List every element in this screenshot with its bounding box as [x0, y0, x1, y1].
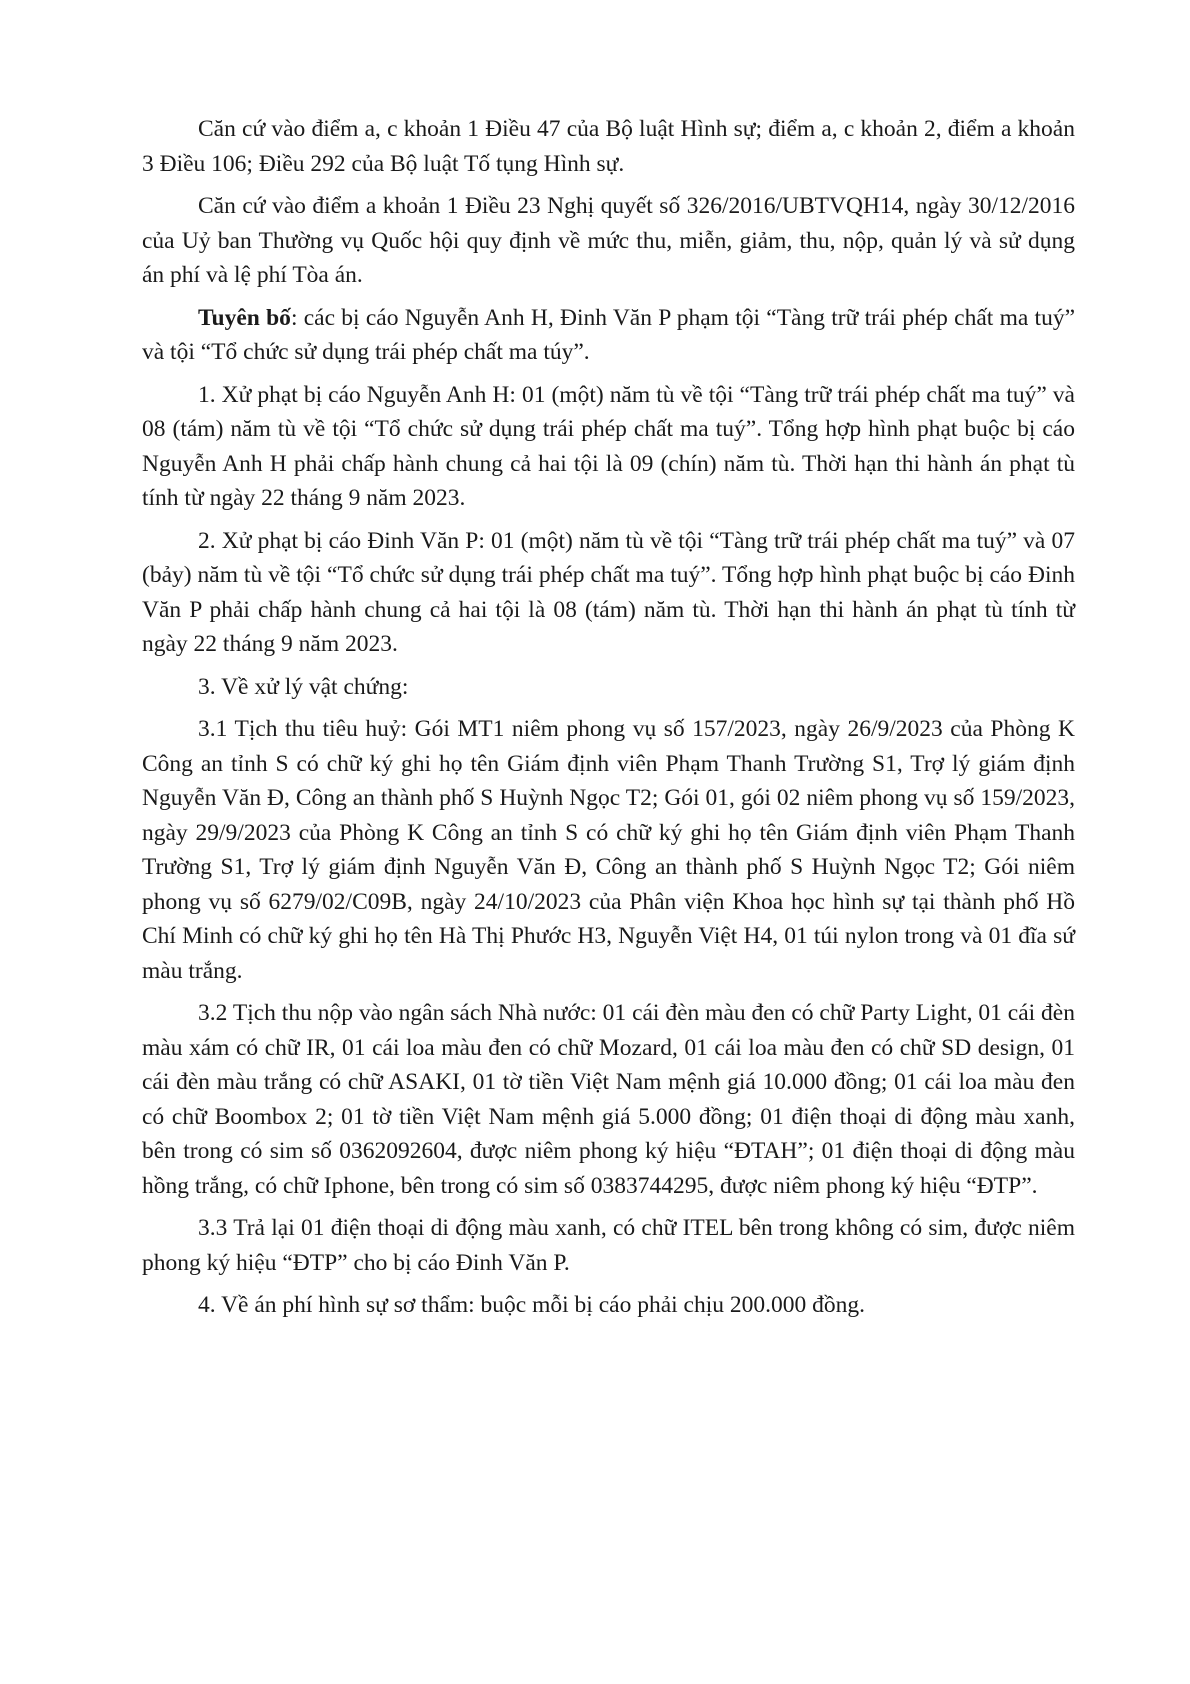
paragraph-text: 2. Xử phạt bị cáo Đinh Văn P: 01 (một) năm tù về tội “Tàng trữ trái phép chất ma tuý” và 07 (bảy) năm tù về tội “Tổ chức sử dụng trái phép chất ma tuý”. Tổng hợp hình phạt buộc bị cáo Đinh Văn P phải chấp hành chung cả hai tội là 08 (tám) năm tù. Thời hạn thi hành án phạt tù tính từ ngày 22 tháng 9 năm 2023.: [142, 527, 1075, 657]
paragraph-text: : các bị cáo Nguyễn Anh H, Đinh Văn P phạm tội “Tàng trữ trái phép chất ma tuý” và tội “Tổ chức sử dụng trái phép chất ma túy”.: [142, 304, 1076, 365]
paragraph-text: 4. Về án phí hình sự sơ thẩm: buộc mỗi bị cáo phải chịu 200.000 đồng.: [198, 1292, 865, 1318]
paragraph-evidence-confiscate: [142, 996, 1075, 1203]
declaration-lead: Tuyên bố: [198, 304, 291, 331]
paragraph-court-fee: [142, 1288, 1075, 1323]
paragraph-legal-basis-penal-code: [142, 112, 1075, 181]
paragraph-text: Căn cứ vào điểm a khoản 1 Điều 23 Nghị quyết số 326/2016/UBTVQH14, ngày 30/12/2016 của Uỷ ban Thường vụ Quốc hội quy định về mức thu, miễn, giảm, thu, nộp, quản lý và sử dụng án phí và lệ phí Tòa án.: [142, 193, 1075, 288]
paragraph-evidence-destroy: [142, 712, 1075, 988]
paragraph-text: 3.2 Tịch thu nộp vào ngân sách Nhà nước: 01 cái đèn màu đen có chữ Party Light, 01 cái đèn màu xám có chữ IR, 01 cái loa màu đen có chữ Mozard, 01 cái loa màu đen có chữ SD design, 01 cái đèn màu trắng có chữ ASAKI, 01 tờ tiền Việt Nam mệnh giá 10.000 đồng; 01 cái loa màu đen có chữ Boombox 2; 01 tờ tiền Việt Nam mệnh giá 5.000 đồng; 01 điện thoại di động màu xanh, bên trong có sim số 0362092604, được niêm phong ký hiệu “ĐTAH”; 01 điện thoại di động màu hồng trắng, có chữ Iphone, bên trong có sim số 0383744295, được niêm phong ký hiệu “ĐTP”.: [142, 1000, 1075, 1199]
paragraph-sentence-defendant-h: [142, 378, 1075, 516]
paragraph-evidence-heading: [142, 670, 1075, 705]
paragraph-text: 3. Về xử lý vật chứng:: [198, 673, 409, 700]
paragraph-text: 3.1 Tịch thu tiêu huỷ: Gói MT1 niêm phong vụ số 157/2023, ngày 26/9/2023 của Phòng K Công an tỉnh S có chữ ký ghi họ tên Giám định viên Phạm Thanh Trường S1, Trợ lý giám định Nguyễn Văn Đ, Công an thành phố S Huỳnh Ngọc T2; Gói 01, gói 02 niêm phong vụ số 159/2023, ngày 29/9/2023 của Phòng K Công an tỉnh S có chữ ký ghi họ tên Giám định viên Phạm Thanh Trường S1, Trợ lý giám định Nguyễn Văn Đ, Công an thành phố S Huỳnh Ngọc T2; Gói niêm phong vụ số 6279/02/C09B, ngày 24/10/2023 của Phân viện Khoa học hình sự tại thành phố Hồ Chí Minh có chữ ký ghi họ tên Hà Thị Phước H3, Nguyễn Việt H4, 01 túi nylon trong và 01 đĩa sứ màu trắng.: [142, 716, 1075, 984]
paragraph-sentence-defendant-p: [142, 524, 1075, 662]
document-page: [142, 112, 1075, 1331]
paragraph-evidence-return: [142, 1211, 1075, 1280]
paragraph-legal-basis-resolution: [142, 189, 1075, 293]
paragraph-text: 1. Xử phạt bị cáo Nguyễn Anh H: 01 (một) năm tù về tội “Tàng trữ trái phép chất ma tuý” và 08 (tám) năm tù về tội “Tổ chức sử dụng trái phép chất ma tuý”. Tổng hợp hình phạt buộc bị cáo Nguyễn Anh H phải chấp hành chung cả hai tội là 09 (chín) năm tù. Thời hạn thi hành án phạt tù tính từ ngày 22 tháng 9 năm 2023.: [142, 381, 1075, 511]
paragraph-declaration: [142, 301, 1075, 370]
paragraph-text: Căn cứ vào điểm a, c khoản 1 Điều 47 của Bộ luật Hình sự; điểm a, c khoản 2, điểm a khoản 3 Điều 106; Điều 292 của Bộ luật Tố tụng Hình sự.: [142, 116, 1075, 177]
paragraph-text: 3.3 Trả lại 01 điện thoại di động màu xanh, có chữ ITEL bên trong không có sim, được niêm phong ký hiệu “ĐTP” cho bị cáo Đinh Văn P.: [142, 1215, 1075, 1276]
